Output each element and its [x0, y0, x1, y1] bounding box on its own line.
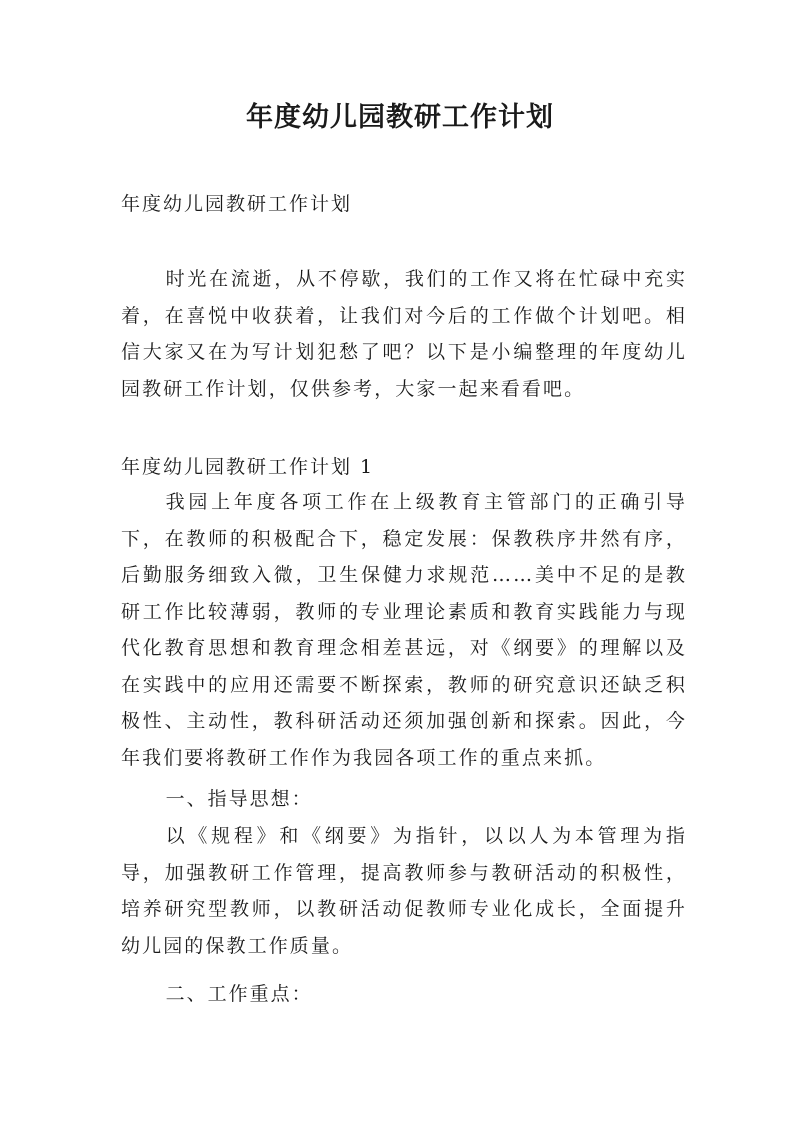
- work-focus-heading: 二、工作重点：: [165, 983, 313, 1005]
- guiding-ideology-paragraph: 以《规程》和《纲要》为指针，以以人为本管理为指导，加强教研工作管理，提高教师参与教研活动的积极性，培养研究型教师，以教研活动促教师专业化成长，全面提升幼儿园的保教工作质量。: [121, 825, 687, 957]
- intro-paragraph: 时光在流逝，从不停歇，我们的工作又将在忙碌中充实着，在喜悦中收获着，让我们对今后的工作做个计划吧。相信大家又在为写计划犯愁了吧？以下是小编整理的年度幼儿园教研工作计划，仅供参考，大家一起来看看吧。: [121, 268, 687, 400]
- section-heading: 年度幼儿园教研工作计划 1: [121, 456, 375, 478]
- section-paragraph: 我园上年度各项工作在上级教育主管部门的正确引导下，在教师的积极配合下，稳定发展：保教秩序井然有序，后勤服务细致入微，卫生保健力求规范……美中不足的是教研工作比较薄弱，教师的专业理论素质和教育实践能力与现代化教育思想和教育理念相差甚远，对《纲要》的理解以及在实践中的应用还需要不断探索，教师的研究意识还缺乏积极性、主动性，教科研活动还须加强创新和探索。因此，今年我们要将教研工作作为我园各项工作的重点来抓。: [121, 491, 687, 769]
- document-title: 年度幼儿园教研工作计划: [246, 102, 554, 133]
- document-subtitle: 年度幼儿园教研工作计划: [121, 193, 353, 215]
- guiding-ideology-heading: 一、指导思想：: [165, 788, 313, 810]
